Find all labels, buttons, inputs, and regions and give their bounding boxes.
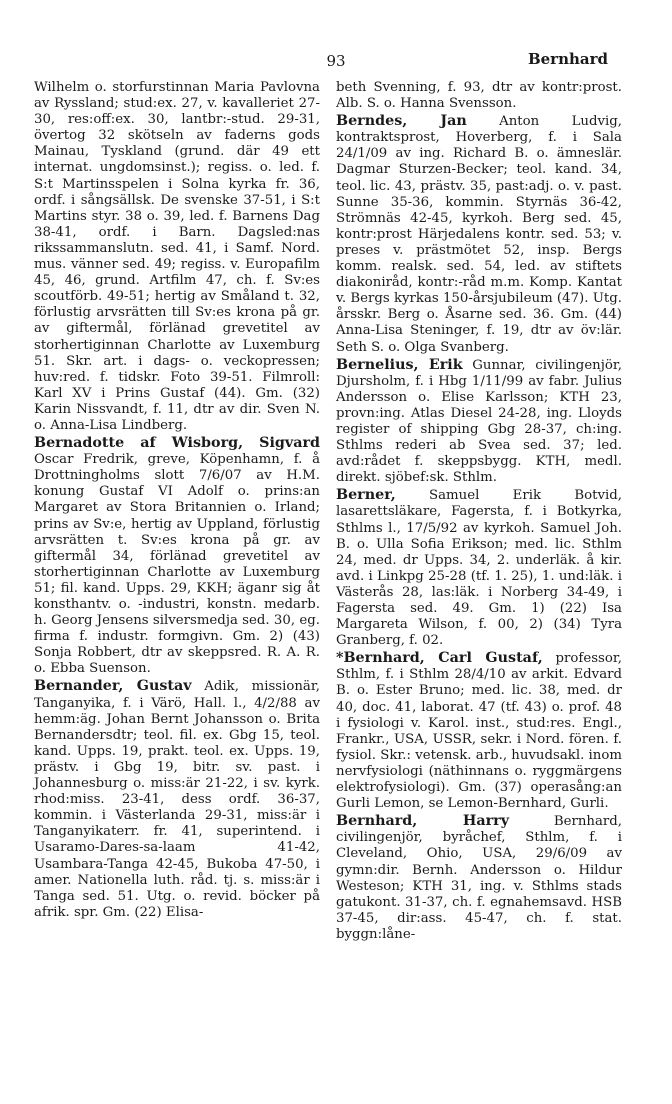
entry-text: Wilhelm o. storfurstinnan Maria Pavlovna av Ryssland; stud:ex. 27, v. kavalleriet 27-30, res:off:ex. 30, lantbr:-stud. 29-31, övertog 32 skötseln av faderns gods Mainau, Tyskland (grund. där 49 ett internat. ungdomsinst.); regiss. o. led. f. S:t Martinsspelen i Solna kyrka fr. 36, ordf. i sångsällsk. De svenske 37-51, i S:t Martins styr. 38 o. 39, led. f. Barnens Dag 38-41, ordf. i Barn. Dagsled:nas rikssammanslutn. sed. 41, i Samf. Nord. mus. vänner sed. 49; regiss. v. Europafilm 45, 46, grund. Artfilm 47, ch. f. Sv:es scoutförb. 49-51; hertig av Småland t. 32, förlustig arvsrätten till Sv:es krona på gr. av giftermål, förlänad grevetitel av storhertiginnan Charlotte av Luxemburg 51. Skr. art. i dags- o. veckopressen; huv:red. f. tidskr. Foto 39-51. Filmroll: Karl XV i Prins Gustaf (44). Gm. (32) Karin Nissvandt, f. 11, dtr av dir. Sven N. o. Anna-Lisa Lindberg. [34,80,320,433]
entry [336,813,622,943]
entry-text: Samuel Erik Botvid, lasarettsläkare, Fagersta, f. i Botkyrka, Sthlms l., 17/5/92 av kyrkoh. Samuel Joh. B. o. Ulla Sofia Erikson; med. lic. Sthlm 24, med. dr Upps. 34, 2. underläk. å kir. avd. i Linkpg 25-28 (tf. 1. 25), 1. und:läk. i Västerås 28, las:läk. i Norberg 34-49, i Fagersta sed. 49. Gm. 1) (22) Isa Margareta Wilson, f. 00, 2) (34) Tyra Granberg, f. 02. [336,488,622,649]
entry-name: Bernelius, Erik [336,356,463,373]
entry [336,487,622,649]
entry-text: Anton Ludvig, kontraktsprost, Hoverberg, f. i Sala 24/1/09 av ing. Richard B. o. ämneslär. Dagmar Sturzen-Becker; teol. kand. 34, teol. lic. 43, prästv. 35, past:adj. o. v. past. Sunne 35-36, kommin. Styrnäs 36-42, Strömnäs 42-45, kyrkoh. Berg sed. 45, kontr:prost Härjedalens kontr. sed. 53; v. preses v. prästmötet 52, insp. Bergs komm. realsk. sed. 54, led. av stiftets diakoniråd, kontr:-råd m.m. Komp. Kantat v. Bergs kyrkas 150-årsjubileum (47). Utg. årsskr. Berg o. Åsarne sed. 36. Gm. (44) Anna-Lisa Steninger, f. 19, dtr av öv:lär. Seth S. o. Olga Svanberg. [336,114,622,355]
entry-name: Bernander, Gustav [34,678,192,695]
entry-text: Gunnar, civilingenjör, Djursholm, f. i Hbg 1/11/99 av fabr. Julius Andersson o. Elise Karlsson; KTH 23, provn:ing. Atlas Diesel 24-28, ing. Lloyds register of shipping Gbg 28-37, ch:ing. Sthlms rederi ab Svea sed. 37; led. avd:rådet f. skeppsbygg. KTH, medl. direkt. sjöbef:sk. Sthlm. [336,357,622,486]
entry-text: professor, Sthlm, f. i Sthlm 28/4/10 av arkit. Edvard B. o. Ester Bruno; med. lic. 38, med. dr 40, doc. 41, laborat. 47 (tf. 43) o. prof. 48 i fysiologi v. Karol. inst., stud:res. Engl., Frankr., USA, USSR, sekr. i Nord. fören. f. fysiol. Skr.: vetensk. arb., huvudsakl. inom nervfysiologi (näthinnans o. ryggmärgens elektrofysiologi). Gm. (37) operasång:an Gurli Lemon, se Lemon-Bernhard, Gurli. [336,651,622,812]
entry [34,435,320,677]
left-column [34,80,320,921]
entry-name: Bernadotte af Wisborg, Sigvard [34,435,320,452]
entry [336,650,622,812]
entry-text: Oscar Fredrik, greve, Köpenhamn, f. å Drottningholms slott 7/6/07 av H.M. konung Gustaf VI Adolf o. prins:an Margaret av Stora Britannien o. Irland; prins av Sv:e, hertig av Uppland, förlustig arvsrätten t. Sv:es krona på gr. av giftermål 34, förlänad grevetitel av storhertiginnan Charlotte av Luxemburg 51; fil. kand. Upps. 29, KKH; äganr sig åt konsthantv. o. -industri, konstn. medarb. h. Georg Jensens silversmedja sed. 30, eg. firma f. industr. formgivn. Gm. 2) (43) Sonja Robbert, dtr av skeppsred. R. A. R. o. Ebba Suenson. [34,452,320,677]
entry-text: Bernhard, civilingenjör, byråchef, Sthlm, f. i Cleveland, Ohio, USA, 29/6/09 av gymn:dir. Bernh. Andersson o. Hildur Westeson; KTH 31, ing. v. Sthlms stads gatukont. 31-37, ch. f. egnahemsavd. HSB 37-45, dir:ass. 45-47, ch. f. stat. byggn:låne- [336,814,622,942]
entry-continuation [34,80,320,434]
page-number: 93 [326,52,346,70]
entry-text: beth Svenning, f. 93, dtr av kontr:prost. Alb. S. o. Hanna Svensson. [336,80,622,112]
entry-text: Adik, missionär, Tanganyika, f. i Värö, Hall. l., 4/2/88 av hemm:äg. Johan Bernt Johansson o. Brita Bernandersdtr; teol. fil. ex. Gbg 15, teol. kand. Upps. 19, prakt. teol. ex. Upps. 19, prästv. i Gbg 19, bitr. sv. past. i Johannesburg o. miss:är 21-22, i sv. kyrk. rhod:miss. 23-41, dess ordf. 36-37, kommin. i Västerlanda 29-31, miss:är i Tanganyikaterr. fr. 41, superintend. i Usaramo-Dares-sa-laam 41-42, Usambara-Tanga 42-45, Bukoba 47-50, i amer. Nationella luth. råd. tj. s. miss:är i Tanga sed. 51. Utg. o. revid. böcker på afrik. spr. Gm. (22) Elisa- [34,679,320,920]
entry [336,113,622,355]
entry-name: Bernhard, Harry [336,813,510,830]
entry [336,357,622,487]
entry-continuation [336,80,622,112]
entry-name: *Bernhard, Carl Gustaf, [336,650,543,667]
entry-name: Berner, [336,487,396,504]
running-head: Bernhard [527,50,608,68]
entry [34,678,320,920]
entry-name: Berndes, Jan [336,113,467,130]
right-column [336,80,622,943]
